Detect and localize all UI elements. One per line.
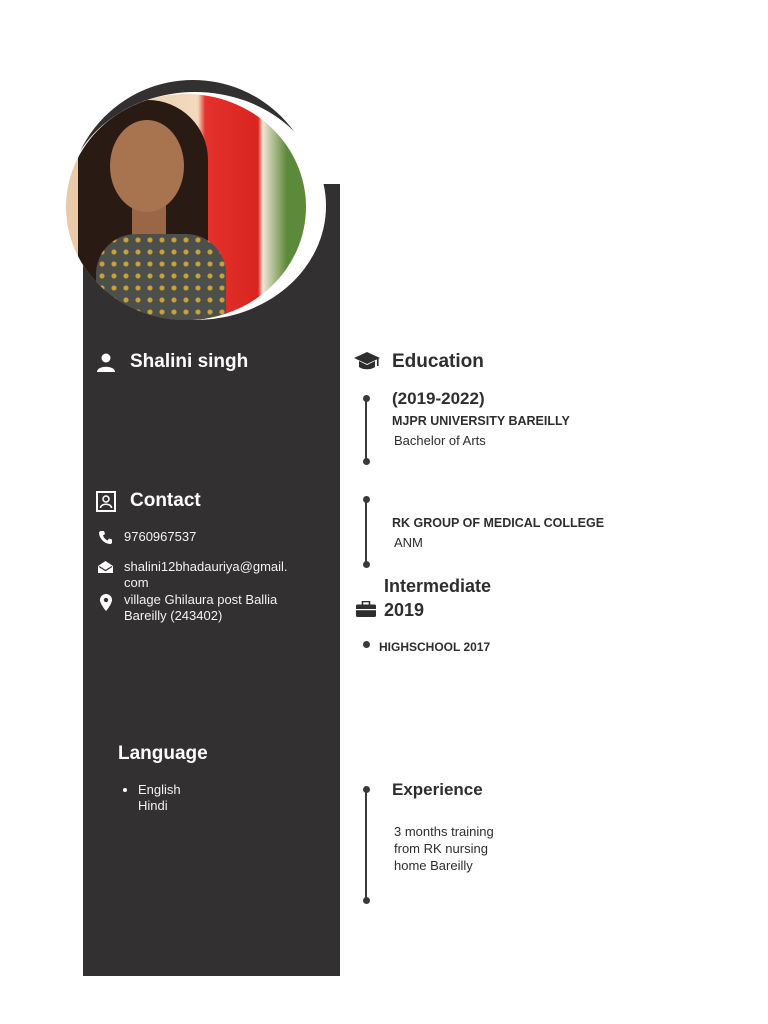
address — [124, 592, 277, 624]
email-line-1: shalini12bhadauriya@gmail. — [124, 559, 288, 574]
education-institution-1: MJPR UNIVERSITY BAREILLY — [392, 414, 570, 428]
bullet-dot — [123, 788, 127, 792]
timeline-dot — [363, 897, 370, 904]
graduation-cap-icon — [354, 352, 380, 372]
photo-dress — [96, 234, 226, 320]
language-title: Language — [118, 743, 208, 764]
location-pin-icon — [100, 594, 112, 611]
timeline-dot — [363, 458, 370, 465]
education-title: Education — [392, 351, 484, 372]
address-line-2: Bareilly (243402) — [124, 608, 223, 623]
address-line-1: village Ghilaura post Ballia — [124, 592, 278, 607]
contact-card-icon — [96, 491, 116, 512]
phone-number[interactable]: 9760967537 — [124, 529, 197, 544]
experience-line-1: 3 months training — [394, 824, 494, 839]
education-degree-1: Bachelor of Arts — [394, 433, 486, 448]
photo-face — [110, 120, 184, 212]
timeline-line — [365, 789, 367, 901]
person-icon — [96, 352, 116, 372]
phone-icon — [99, 530, 112, 544]
language-list — [124, 782, 181, 814]
timeline-line — [365, 499, 367, 565]
intermediate-line-1: Intermediate — [384, 576, 492, 596]
experience-title: Experience — [392, 780, 483, 799]
education-degree-2: ANM — [394, 535, 423, 550]
email-line-2: com — [124, 575, 149, 590]
education-institution-2: RK GROUP OF MEDICAL COLLEGE — [392, 516, 605, 530]
timeline-dot — [363, 641, 370, 648]
highschool-entry: HIGHSCHOOL 2017 — [379, 640, 491, 654]
contact-title: Contact — [130, 490, 201, 511]
experience-line-3: home Bareilly — [394, 858, 473, 873]
language-item-hindi: Hindi — [138, 798, 168, 813]
mail-icon — [98, 561, 113, 573]
timeline-dot — [363, 561, 370, 568]
language-item-english: English — [138, 782, 181, 797]
profile-photo — [66, 94, 306, 320]
briefcase-icon — [356, 601, 376, 617]
intermediate-label — [384, 574, 491, 622]
timeline-line — [365, 398, 367, 462]
intermediate-line-2: 2019 — [384, 600, 425, 620]
experience-description — [394, 823, 494, 874]
email-address[interactable] — [124, 559, 288, 591]
profile-name: Shalini singh — [130, 351, 249, 372]
experience-line-2: from RK nursing — [394, 841, 488, 856]
education-years: (2019-2022) — [392, 389, 485, 408]
